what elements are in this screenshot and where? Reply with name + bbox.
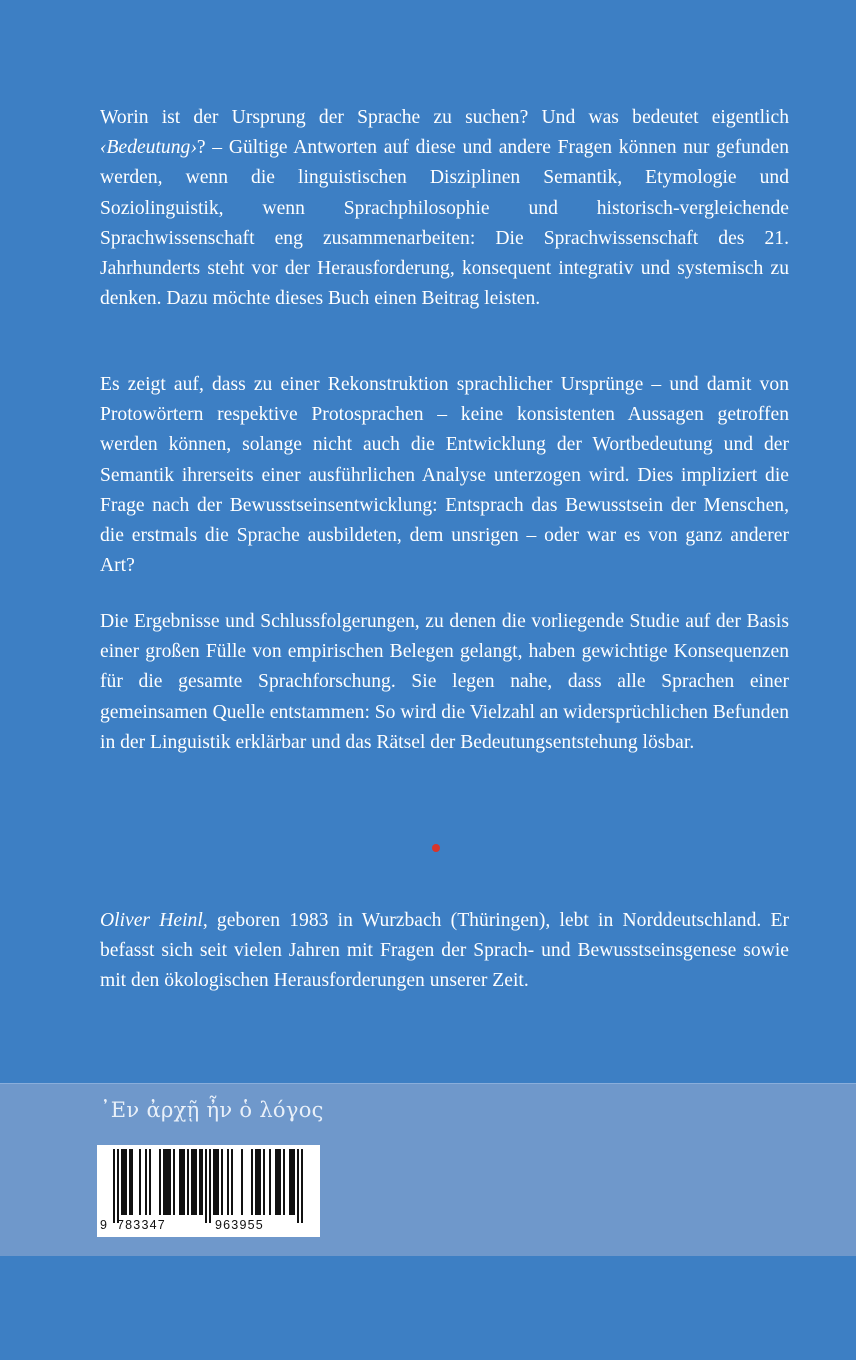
barcode-bar-11 [163, 1149, 165, 1215]
blurb-p3-text: Die Ergebnisse und Schlussfolgerungen, zu denen die vorliegende Studie auf der Basis einer großen Fülle von empirischen Belegen gelangt, haben gewichtige Konsequenzen für die gesamte Sprachforschung. Sie legen nahe, dass alle Sprachen einer gemeinsamen Quelle entstammen: So wird die Vielzahl an widersprüchlichen Befunden in der Linguistik erklärbar und das Rätsel der Bedeutungsentstehung lösbar. [100, 611, 789, 753]
barcode-bar-15 [173, 1149, 175, 1215]
barcode-bar-3 [123, 1149, 125, 1215]
barcode-bar-19 [187, 1149, 189, 1215]
barcode-bar-40 [275, 1149, 277, 1215]
barcode-bar-36 [257, 1149, 259, 1215]
red-dot-ornament [432, 844, 440, 852]
barcode-bar-4 [125, 1149, 127, 1215]
barcode-bar-47 [297, 1149, 299, 1223]
barcode-bar-6 [131, 1149, 133, 1215]
blurb-p2-text: Es zeigt auf, dass zu einer Rekonstruktion sprachlicher Ursprünge – und damit von Protowörtern respektive Protosprachen – keine konsistenten Aussagen getroffen werden können, solange nicht auch die Entwicklung der Wortbedeutung und der Semantik ihrerseits einer ausführlichen Analyse unterzogen wird. Dies impliziert die Frage nach der Bewusstseinsentwicklung: Entsprach das Bewusstsein der Menschen, die erstmals die Sprache ausbildeten, dem unsrigen – oder war es von ganz anderer Art? [100, 374, 789, 577]
author-bio-text: , geboren 1983 in Wurzbach (Thüringen), lebt in Norddeutschland. Er befasst sich seit vielen Jahren mit Fragen der Sprach- und Bewusstseinsgenese sowie mit den ökologischen Herausforderungen unserer Zeit. [100, 910, 789, 992]
barcode-bar-25 [205, 1149, 207, 1223]
barcode-bar-16 [179, 1149, 181, 1215]
barcode-bar-18 [183, 1149, 185, 1215]
barcode-bar-43 [283, 1149, 285, 1215]
author-bio [100, 906, 789, 997]
blurb-p1-emphasis: ‹Bedeutung› [100, 137, 197, 159]
barcode-bar-10 [159, 1149, 161, 1215]
barcode-bar-22 [195, 1149, 197, 1215]
barcode-bar-12 [165, 1149, 167, 1215]
barcode-bar-2 [121, 1149, 123, 1215]
barcode-bar-41 [277, 1149, 279, 1215]
barcode-bar-20 [191, 1149, 193, 1215]
author-name: Oliver Heinl [100, 910, 203, 931]
barcode-bar-7 [139, 1149, 141, 1215]
isbn-barcode [97, 1145, 320, 1237]
barcode-bar-21 [193, 1149, 195, 1215]
barcode-bar-32 [231, 1149, 233, 1215]
barcode-bar-29 [217, 1149, 219, 1215]
barcode-bar-28 [215, 1149, 217, 1215]
barcode-bar-42 [279, 1149, 281, 1215]
barcode-bar-31 [227, 1149, 229, 1215]
barcode-bar-17 [181, 1149, 183, 1215]
barcode-bar-9 [149, 1149, 151, 1215]
barcode-bar-48 [301, 1149, 303, 1223]
barcode-bar-14 [169, 1149, 171, 1215]
barcode-bar-34 [251, 1149, 253, 1215]
barcode-bar-44 [289, 1149, 291, 1215]
greek-motto: ᾿Εν ἀρχῇ ἦν ὁ λόγος [100, 1098, 324, 1122]
barcode-bar-30 [221, 1149, 223, 1215]
blurb-p1-rest: ? – Gültige Antworten auf diese und andere Fragen können nur gefunden werden, wenn die linguistischen Disziplinen Semantik, Etymologie und Soziolinguistik, wenn Sprachphilosophie und historisch-vergleichende Sprachwissenschaft eng zusammenarbeiten: Die Sprachwissenschaft des 21. Jahrhunderts steht vor der Herausforderung, konsequent integrativ und systemisch zu denken. Dazu möchte dieses Buch einen Beitrag leisten. [100, 137, 789, 310]
barcode-bar-35 [255, 1149, 257, 1215]
barcode-bar-45 [291, 1149, 293, 1215]
blurb-paragraph-1 [100, 103, 789, 314]
blurb-p1-start: Worin ist der Ursprung der Sprache zu suchen? Und was bedeutet eigentlich [100, 107, 789, 128]
barcode-left-digits: 783347 [117, 1218, 166, 1232]
barcode-bar-38 [263, 1149, 265, 1215]
barcode-bar-8 [145, 1149, 147, 1215]
barcode-bar-33 [241, 1149, 243, 1215]
barcode-bar-26 [209, 1149, 211, 1223]
barcode-right-digits: 963955 [215, 1218, 264, 1232]
barcode-bar-5 [129, 1149, 131, 1215]
barcode-bar-24 [201, 1149, 203, 1215]
barcode-bar-0 [113, 1149, 115, 1223]
barcode-bar-46 [293, 1149, 295, 1215]
barcode-bar-27 [213, 1149, 215, 1215]
barcode-bar-39 [269, 1149, 271, 1215]
barcode-bar-23 [199, 1149, 201, 1215]
barcode-bar-37 [259, 1149, 261, 1215]
barcode-bar-1 [117, 1149, 119, 1223]
barcode-lead-digit: 9 [100, 1218, 109, 1232]
blurb-paragraph-2 [100, 370, 789, 581]
barcode-bar-13 [167, 1149, 169, 1215]
blurb-paragraph-3 [100, 607, 789, 758]
